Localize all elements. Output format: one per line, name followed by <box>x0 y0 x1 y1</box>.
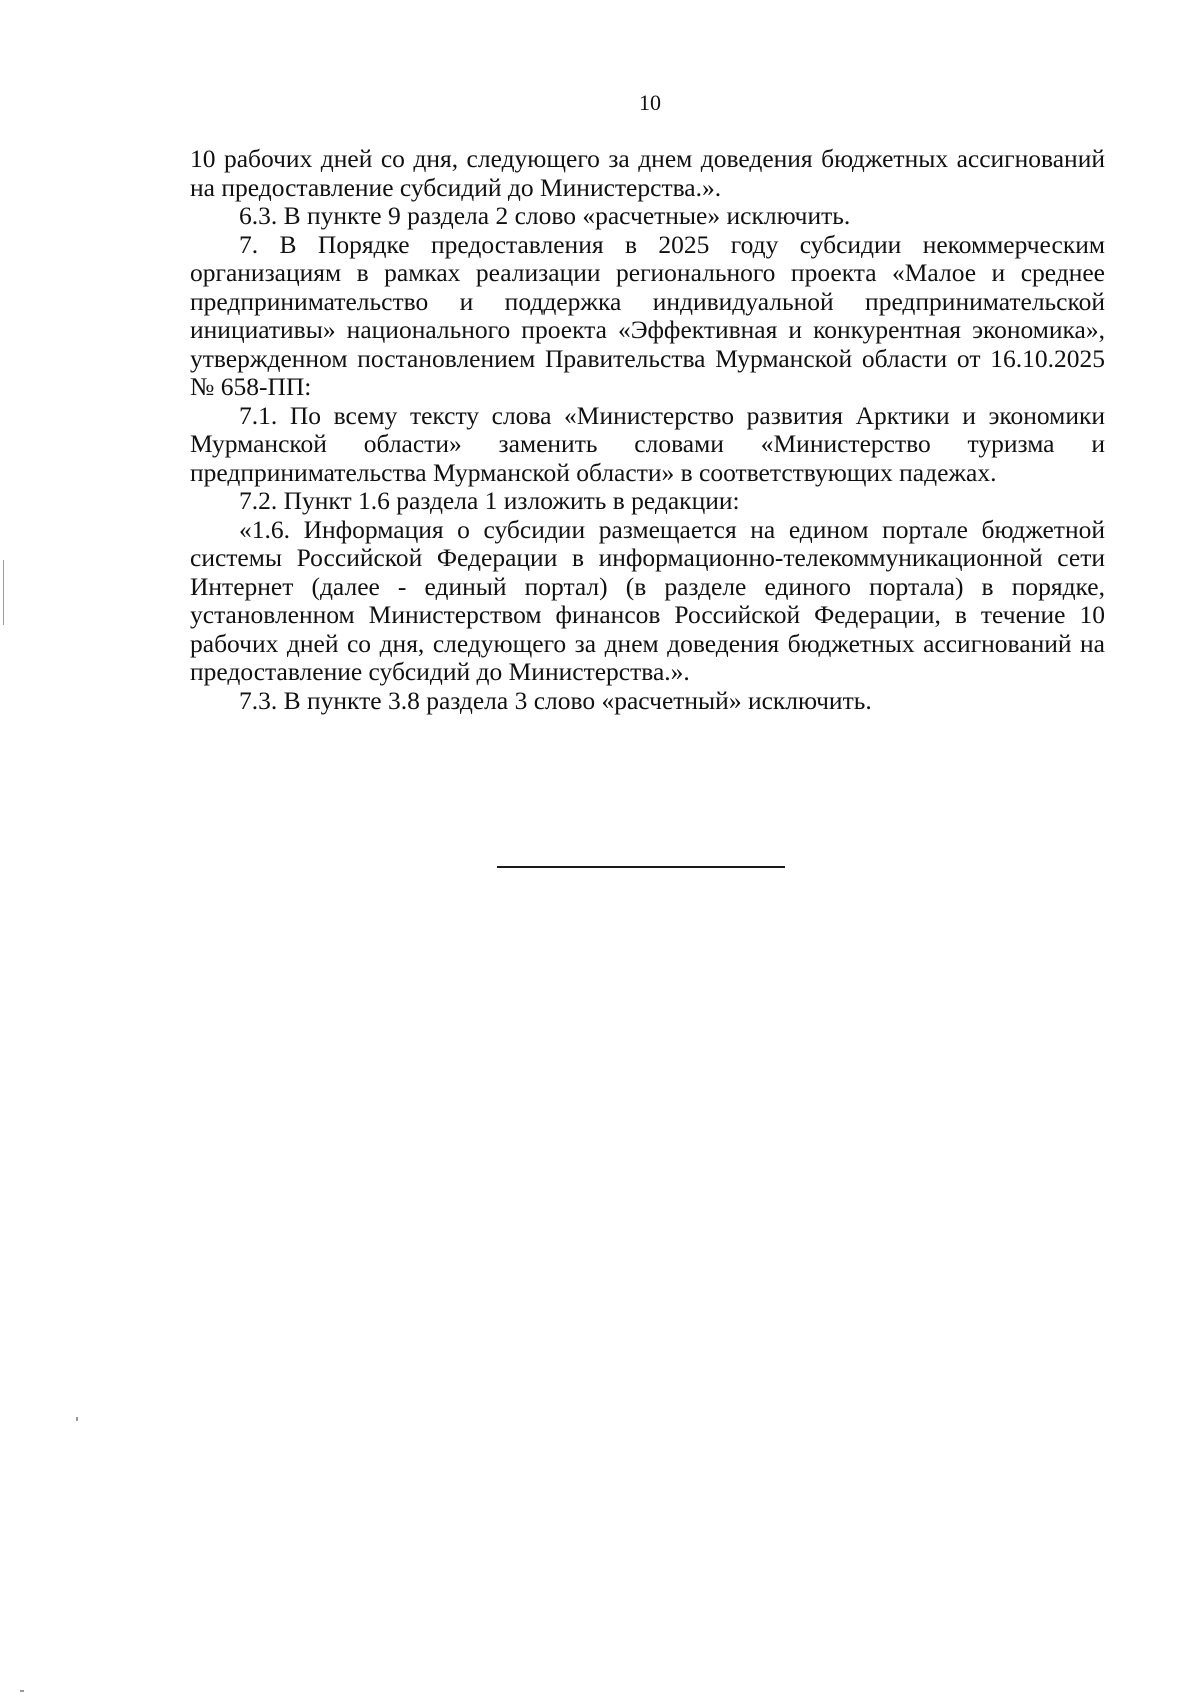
paragraph-7: 7. В Порядке предоставления в 2025 году субсидии некоммерческим организациям в рамках реализации регионального проекта «Малое и среднее предпринимательство и поддержка индивидуальной предпринимательской инициативы» национального проекта «Эффективная и конкурентная экономика», утвержденном постановлением Правительства Мурманской области от 16.10.2025 № 658-ПП: <box>190 229 1105 401</box>
scan-edge-mark <box>3 560 4 625</box>
page-number: 10 <box>639 90 661 115</box>
paragraph-continuation: 10 рабочих дней со дня, следующего за днем доведения бюджетных ассигнований на предоставление субсидий до Министерства.». <box>190 144 1105 202</box>
scan-dot-mark <box>76 1417 78 1421</box>
document-body <box>190 145 1105 715</box>
paragraph-7-1: 7.1. По всему тексту слова «Министерство развития Арктики и экономики Мурманской области» заменить словами «Министерство туризма и предпринимательства Мурманской области» в соответствующих падежах. <box>190 400 1105 487</box>
paragraph-7-3: 7.3. В пункте 3.8 раздела 3 слово «расчетный» исключить. <box>239 685 872 715</box>
scan-dot-mark <box>20 1690 24 1692</box>
paragraph-7-2: 7.2. Пункт 1.6 раздела 1 изложить в редакции: <box>239 486 740 515</box>
paragraph-quoted-1-6: «1.6. Информация о субсидии размещается на едином портале бюджетной системы Российской Федерации в информационно-телекоммуникационной сети Интернет (далее - единый портал) (в разделе единого портала) в порядке, установленном Министерством финансов Российской Федерации, в течение 10 рабочих дней со дня, следующего за днем доведения бюджетных ассигнований на предоставление субсидий до Министерства.». <box>190 514 1105 686</box>
paragraph-6-3: 6.3. В пункте 9 раздела 2 слово «расчетные» исключить. <box>239 201 851 230</box>
end-of-text-rule <box>497 866 785 868</box>
